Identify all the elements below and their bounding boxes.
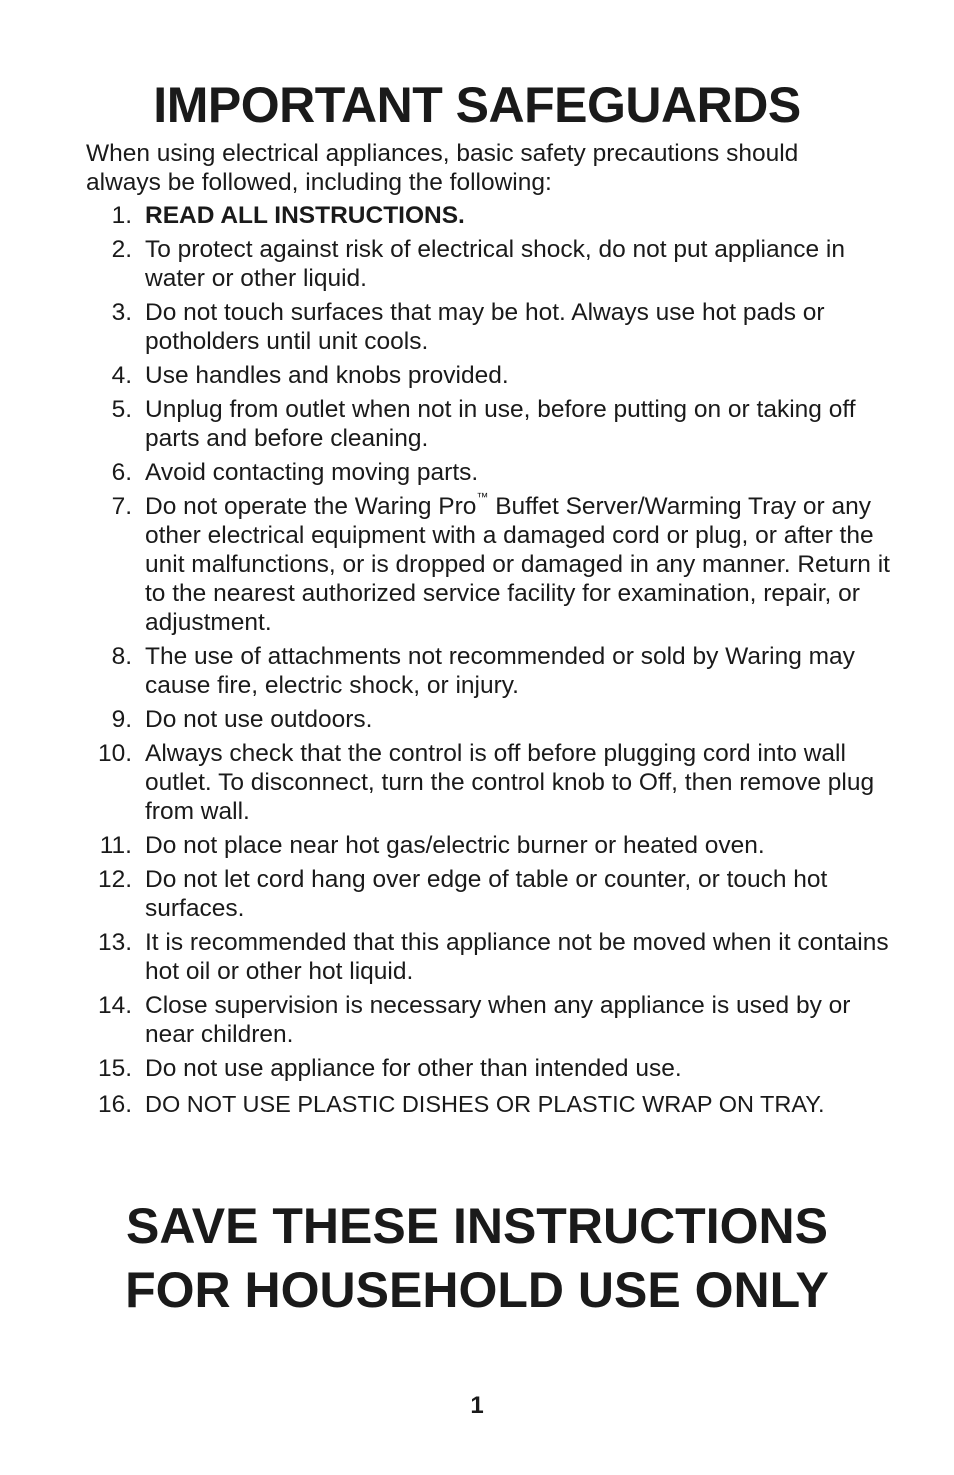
safeguards-list [86,201,906,1126]
list-item-4 [86,361,906,390]
page-title: IMPORTANT SAFEGUARDS [153,77,801,133]
item-number: 13. [97,929,132,956]
item-text: Use handles and knobs provided. [145,362,509,389]
item-number: 15. [97,1055,132,1082]
item-number: 3. [111,299,132,326]
item-number: 7. [111,493,132,520]
household-use-line: FOR HOUSEHOLD USE ONLY [125,1262,829,1318]
item-text [145,490,890,636]
item-text: To protect against risk of electrical shock, do not put appliance in water or other liquid. [145,236,845,292]
item-text: DO NOT USE PLASTIC DISHES OR PLASTIC WRAP ON TRAY. [145,1091,825,1117]
item-number: 14. [97,992,132,1019]
item-number: 11. [99,832,132,859]
intro-paragraph: When using electrical appliances, basic safety precautions should always be followed, including the following: [86,140,799,196]
item-number: 1. [111,202,132,229]
list-item-12 [86,865,906,923]
item-text: Always check that the control is off before plugging cord into wall outlet. To disconnect, turn the control knob to Off, then remove plug from wall. [145,740,875,825]
item-text: Do not place near hot gas/electric burner or heated oven. [145,832,765,859]
item-number: 4. [111,362,132,389]
item-text-after: Buffet Server/Warming Tray or any other electrical equipment with a damaged cord or plug, or after the unit malfunctions, or is dropped or damaged in any manner. Return it to the nearest authorized service facility for examination, repair, or adjustment. [145,493,890,636]
item-text-before: Do not operate the Waring Pro [145,493,477,520]
list-item-9 [86,705,906,734]
item-text: Avoid contacting moving parts. [145,459,479,486]
save-instructions-line: SAVE THESE INSTRUCTIONS [126,1198,828,1254]
item-text: Close supervision is necessary when any appliance is used by or near children. [145,992,851,1048]
list-item-16 [86,1088,906,1121]
item-number: 8. [111,643,132,670]
item-text: Do not use appliance for other than intended use. [145,1055,682,1082]
trademark-symbol: ™ [476,490,489,504]
item-number: 10. [97,740,132,767]
item-text: Do not touch surfaces that may be hot. Always use hot pads or potholders until unit cools. [145,299,825,355]
item-text: Do not let cord hang over edge of table or counter, or touch hot surfaces. [145,866,828,922]
item-text: Do not use outdoors. [145,706,373,733]
list-item-13 [86,928,906,986]
item-number: 9. [111,706,132,733]
page-number: 1 [470,1392,484,1419]
item-text: Unplug from outlet when not in use, before putting on or taking off parts and before cleaning. [145,396,856,452]
list-item-15 [86,1054,906,1083]
list-item-3 [86,298,906,356]
list-item-8 [86,642,906,700]
item-text: It is recommended that this appliance not be moved when it contains hot oil or other hot liquid. [145,929,889,985]
list-item-2 [86,235,906,293]
list-item-7 [86,492,906,637]
save-instructions-heading [0,1194,954,1322]
item-text: The use of attachments not recommended or sold by Waring may cause fire, electric shock, or injury. [145,643,855,699]
list-item-11 [86,831,906,860]
item-number: 6. [111,459,132,486]
list-item-10 [86,739,906,826]
item-text: READ ALL INSTRUCTIONS. [145,202,465,229]
list-item-5 [86,395,906,453]
list-item-6 [86,458,906,487]
item-number: 2. [111,236,132,263]
list-item-14 [86,991,906,1049]
list-item-1 [86,201,906,230]
item-number: 16. [97,1091,132,1118]
item-number: 5. [111,396,132,423]
item-number: 12. [97,866,132,893]
